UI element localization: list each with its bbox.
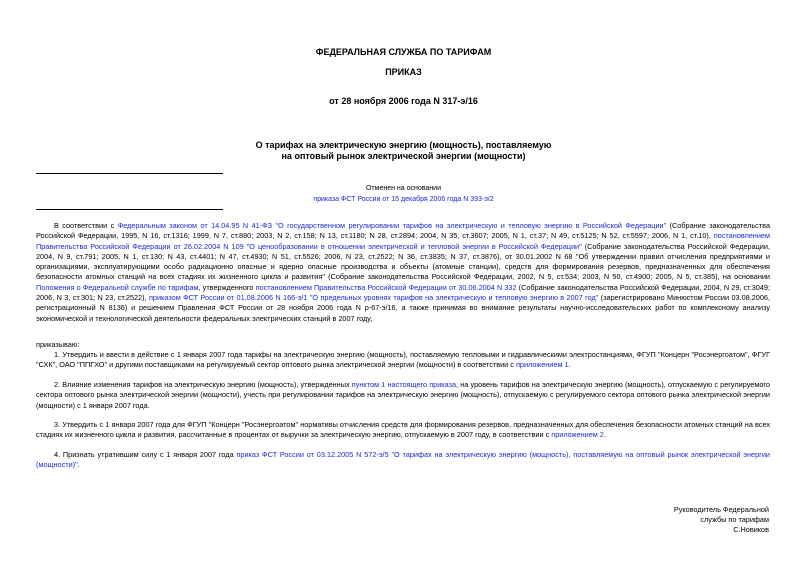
preamble-paragraph (36, 221, 770, 324)
clause-1-link[interactable]: пунктом 1 настоящего приказа (351, 380, 457, 389)
cancelling-order-link[interactable]: приказа ФСТ России от 15 декабря 2006 года N 393-э/2 (313, 196, 494, 203)
doc-type: ПРИКАЗ (385, 67, 422, 77)
item-text: . (77, 460, 80, 470)
government-decree-332-link[interactable]: постановлением Правительства Российской Федерации от 30.06.2004 N 332 (255, 282, 517, 292)
federal-law-link[interactable]: Федеральным законом от 14.04.95 N 41-ФЗ "О государственном регулировании тарифов на электрическую и тепловую энергию в Российской Федерации" (117, 221, 667, 230)
agency-name: ФЕДЕРАЛЬНАЯ СЛУЖБА ПО ТАРИФАМ (315, 47, 492, 57)
order-item-3 (36, 420, 770, 441)
item-text: . (568, 360, 571, 370)
signature-name: С.Новиков (733, 525, 769, 534)
order-item-4 (36, 450, 770, 471)
fst-regulation-link[interactable]: Положения о Федеральной службе по тарифам (36, 282, 199, 292)
government-decree-109-link[interactable]: постановлением Правительства Российской Федерации от 26.02.2004 N 109 "О ценообразовании в отношении электрической и тепловой энергии в Российской Федерации" (36, 231, 770, 251)
preamble-text: (Собрание законодательства Российской Федерации, 1995, N 16, ст.1316; 1999, N 7, ст.880; 2003, N 2, ст.158; N 13, ст.1180; N 28, ст.2894; 2004, N 35, ст.3607; 2005, N 1, ст.37; N 49, ст.5125; N 52, ст.5597; 2006, N 1, ст.10), (36, 221, 771, 241)
item-text: . (603, 430, 606, 440)
item-text: 1. Утвердить и ввести в действие с 1 января 2007 года тарифы на электрическую энергию (мощность), поставляемую тепловыми и гидравлическими электростанциями, ФГУП "Концерн "Росэнергоатом", ФГУГ "СХК", ОАО "ППГХО" и другими поставщиками на регулируемый сектор оптового рынка электрической энергии (мощности) в соответствии с (36, 350, 770, 370)
preamble-text: (Собрание законодательства Российской Федерации, 2004, N 9, ст.791; 2005, N 1, ст.130; N 43, ст.4401; N 47, ст.4930; N 51, ст.5526; 2006, N 23, ст.2522; N 36, ст.3835; N 37, ст.3876), от 30.01.2002 N 68 "Об утверждении правил отчисления предприятиями и организациями, эксплуатирующими особо радиационно опасные и ядерно опасные производства и объекты (атомные станции), средств для формирования резервов, предназначенных для обеспечения безопасности атомных станций на всех стадиях их жизненного цикла и развития" (Собрание законодательства Российской Федерации, 2002, N 5, ст.534; 2003, N 50, ст.4900; 2005, N 5, ст.385), на основании (36, 241, 770, 282)
preamble-text: (Собрание законодательства Российской Федерации, 2004, N 29, ст.3049; 2006, N 3, ст.301; N 23, ст.2522), (36, 282, 770, 303)
appendix-1-link[interactable]: приложением 1 (515, 360, 569, 370)
divider-bottom (36, 209, 223, 210)
cancelled-notice-label: Отменен на основании (365, 185, 441, 192)
item-text: 4. Признать утратившим силу с 1 января 2007 года (54, 450, 237, 459)
repealed-order-link[interactable]: приказ ФСТ России от 03.12.2005 N 572-э/5 "О тарифах на электрическую энергию (мощность), поставляемую на оптовый рынок электрической энергии (мощности)" (36, 450, 770, 470)
order-word: приказываю: (36, 340, 80, 349)
appendix-2-link[interactable]: приложением 2 (551, 430, 604, 440)
preamble-text: (зарегистрировано Минюстом России 03.08.2006, регистрационный N 8136) и решением Правления ФСТ России от 28 ноября 2006 года N р-67-э/16, а также принимая во внимание результаты научно-исследовательских работ по комплексному анализу экономической и технологической деятельности федеральных электрических станций в 2007 году, (36, 293, 770, 323)
item-text: , на уровень тарифов на электрическую энергию (мощность), отпускаемую с регулируемого сектора оптового рынка электрической энергии (мощности), учесть при регулировании тарифов на электрическую энергию (мощность), отпускаемую с регулируемого сектора оптового рынка электрической энергии (мощности) с 1 января 2007 года. (36, 380, 770, 410)
preamble-text: , утвержденного (198, 282, 256, 292)
signature-position: Руководитель Федеральной (673, 505, 769, 514)
doc-title-line1: О тарифах на электрическую энергию (мощность), поставляемую (255, 140, 552, 150)
fst-order-166-link[interactable]: приказом ФСТ России от 01.08.2006 N 166-э/1 "О предельных уровнях тарифов на электрическую и тепловую энергию в 2007 год" (148, 293, 599, 303)
divider-top (36, 173, 223, 174)
item-text: 3. Утвердить с 1 января 2007 года для ФГУП "Концерн "Росэнергоатом" нормативы отчисления средств для формирования резервов, предназначенных для обеспечения безопасности атомных станций на всех стадиях их жизненного цикла и развития, рассчитанные в процентах от выручки за электрическую энергию, отпускаемую в 2007 году, в соответствии с (36, 420, 770, 440)
item-text: 2. Влияние изменения тарифов на электрическую энергию (мощность), утвержденных (54, 380, 352, 389)
cancelled-notice (0, 195, 807, 204)
doc-title-line2: на оптовый рынок электрической энергии (мощности) (281, 151, 526, 161)
signature-agency: службы по тарифам (700, 515, 769, 524)
order-item-2 (36, 380, 770, 411)
signature-block (609, 505, 769, 535)
doc-date-number: от 28 ноября 2006 года N 317-э/16 (329, 96, 478, 106)
preamble-text: В соответствии с (54, 221, 118, 230)
order-item-1 (36, 350, 770, 371)
